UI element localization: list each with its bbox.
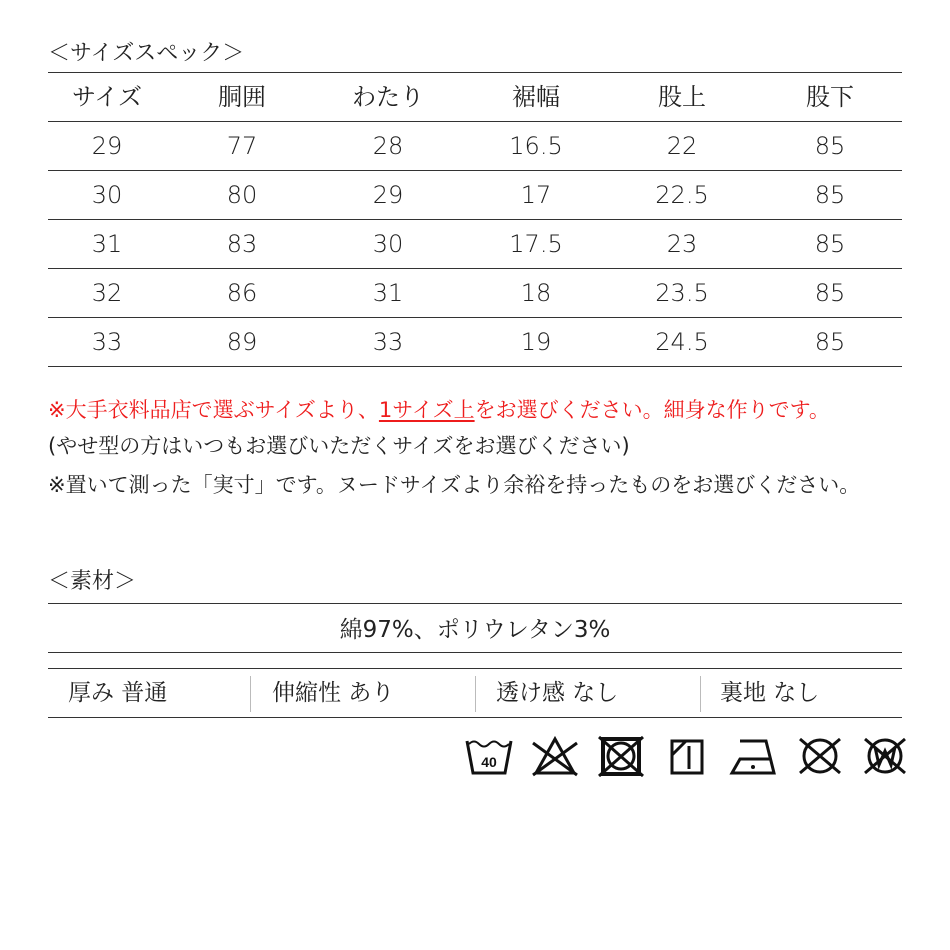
divider — [250, 676, 251, 712]
divider — [48, 603, 902, 604]
table-divider — [48, 366, 902, 367]
table-cell: 32 — [91, 279, 123, 307]
table-header: 股下 — [806, 83, 854, 111]
divider — [700, 676, 701, 712]
table-cell: 85 — [814, 328, 846, 356]
table-cell: 89 — [226, 328, 258, 356]
table-cell: 17 — [520, 181, 552, 209]
divider — [48, 652, 902, 653]
iron-low-icon — [728, 735, 778, 777]
attr-stretch: 伸縮性 あり — [272, 680, 395, 706]
table-divider — [48, 219, 902, 220]
table-header: 股上 — [658, 83, 706, 111]
attr-sheer: 透け感 なし — [496, 680, 619, 706]
table-cell: 30 — [372, 230, 404, 258]
note-red — [48, 396, 830, 424]
table-cell: 18 — [520, 279, 552, 307]
table-cell: 33 — [91, 328, 123, 356]
table-divider — [48, 268, 902, 269]
size-spec-title: ＜サイズスペック＞ — [48, 41, 245, 66]
wash-40-icon — [464, 735, 514, 777]
attr-lining: 裏地 なし — [720, 680, 820, 706]
note-red-text: ※大手衣料品店で選ぶサイズより、 — [48, 398, 379, 422]
table-header: 裾幅 — [512, 83, 560, 111]
table-cell: 33 — [372, 328, 404, 356]
table-cell: 85 — [814, 279, 846, 307]
table-cell: 23.5 — [655, 279, 709, 307]
material-composition: 綿97%、ポリウレタン3% — [339, 617, 611, 643]
table-header: わたり — [352, 83, 424, 111]
table-divider — [48, 121, 902, 122]
table-cell: 29 — [91, 132, 123, 160]
table-header: サイズ — [71, 83, 143, 111]
divider — [475, 676, 476, 712]
table-cell: 85 — [814, 181, 846, 209]
attr-thickness: 厚み 普通 — [68, 680, 168, 706]
table-cell: 80 — [226, 181, 258, 209]
table-divider — [48, 317, 902, 318]
table-cell: 24.5 — [655, 328, 709, 356]
table-cell: 28 — [372, 132, 404, 160]
table-cell: 86 — [226, 279, 258, 307]
table-cell: 23 — [666, 230, 698, 258]
no-wet-clean-icon — [860, 735, 910, 777]
note-red-underlined: 1サイズ上 — [378, 398, 475, 422]
table-cell: 85 — [814, 230, 846, 258]
table-cell: 17.5 — [509, 230, 563, 258]
note-measurement: ※置いて測った「実寸」です。ヌードサイズより余裕を持ったものをお選びください。 — [48, 473, 861, 497]
no-dry-clean-icon — [795, 735, 845, 777]
table-cell: 16.5 — [509, 132, 563, 160]
table-cell: 30 — [91, 181, 123, 209]
line-dry-shade-icon — [662, 735, 712, 777]
table-cell: 83 — [226, 230, 258, 258]
table-cell: 22.5 — [655, 181, 709, 209]
table-cell: 77 — [226, 132, 258, 160]
divider — [48, 668, 902, 669]
table-cell: 31 — [372, 279, 404, 307]
table-header: 胴囲 — [218, 83, 266, 111]
table-cell: 19 — [520, 328, 552, 356]
table-divider — [48, 170, 902, 171]
no-bleach-icon — [530, 735, 580, 777]
table-cell: 29 — [372, 181, 404, 209]
no-tumble-dry-icon — [596, 735, 646, 777]
table-cell: 31 — [91, 230, 123, 258]
wash-temp-label: 40 — [481, 754, 497, 770]
table-divider — [48, 72, 902, 73]
note-red-text-end: をお選びください。細身な作りです。 — [474, 398, 830, 422]
material-title: ＜素材＞ — [48, 569, 137, 594]
divider — [48, 717, 902, 718]
note-slim: (やせ型の方はいつもお選びいただくサイズをお選びください) — [48, 434, 630, 458]
table-cell: 85 — [814, 132, 846, 160]
table-cell: 22 — [666, 132, 698, 160]
